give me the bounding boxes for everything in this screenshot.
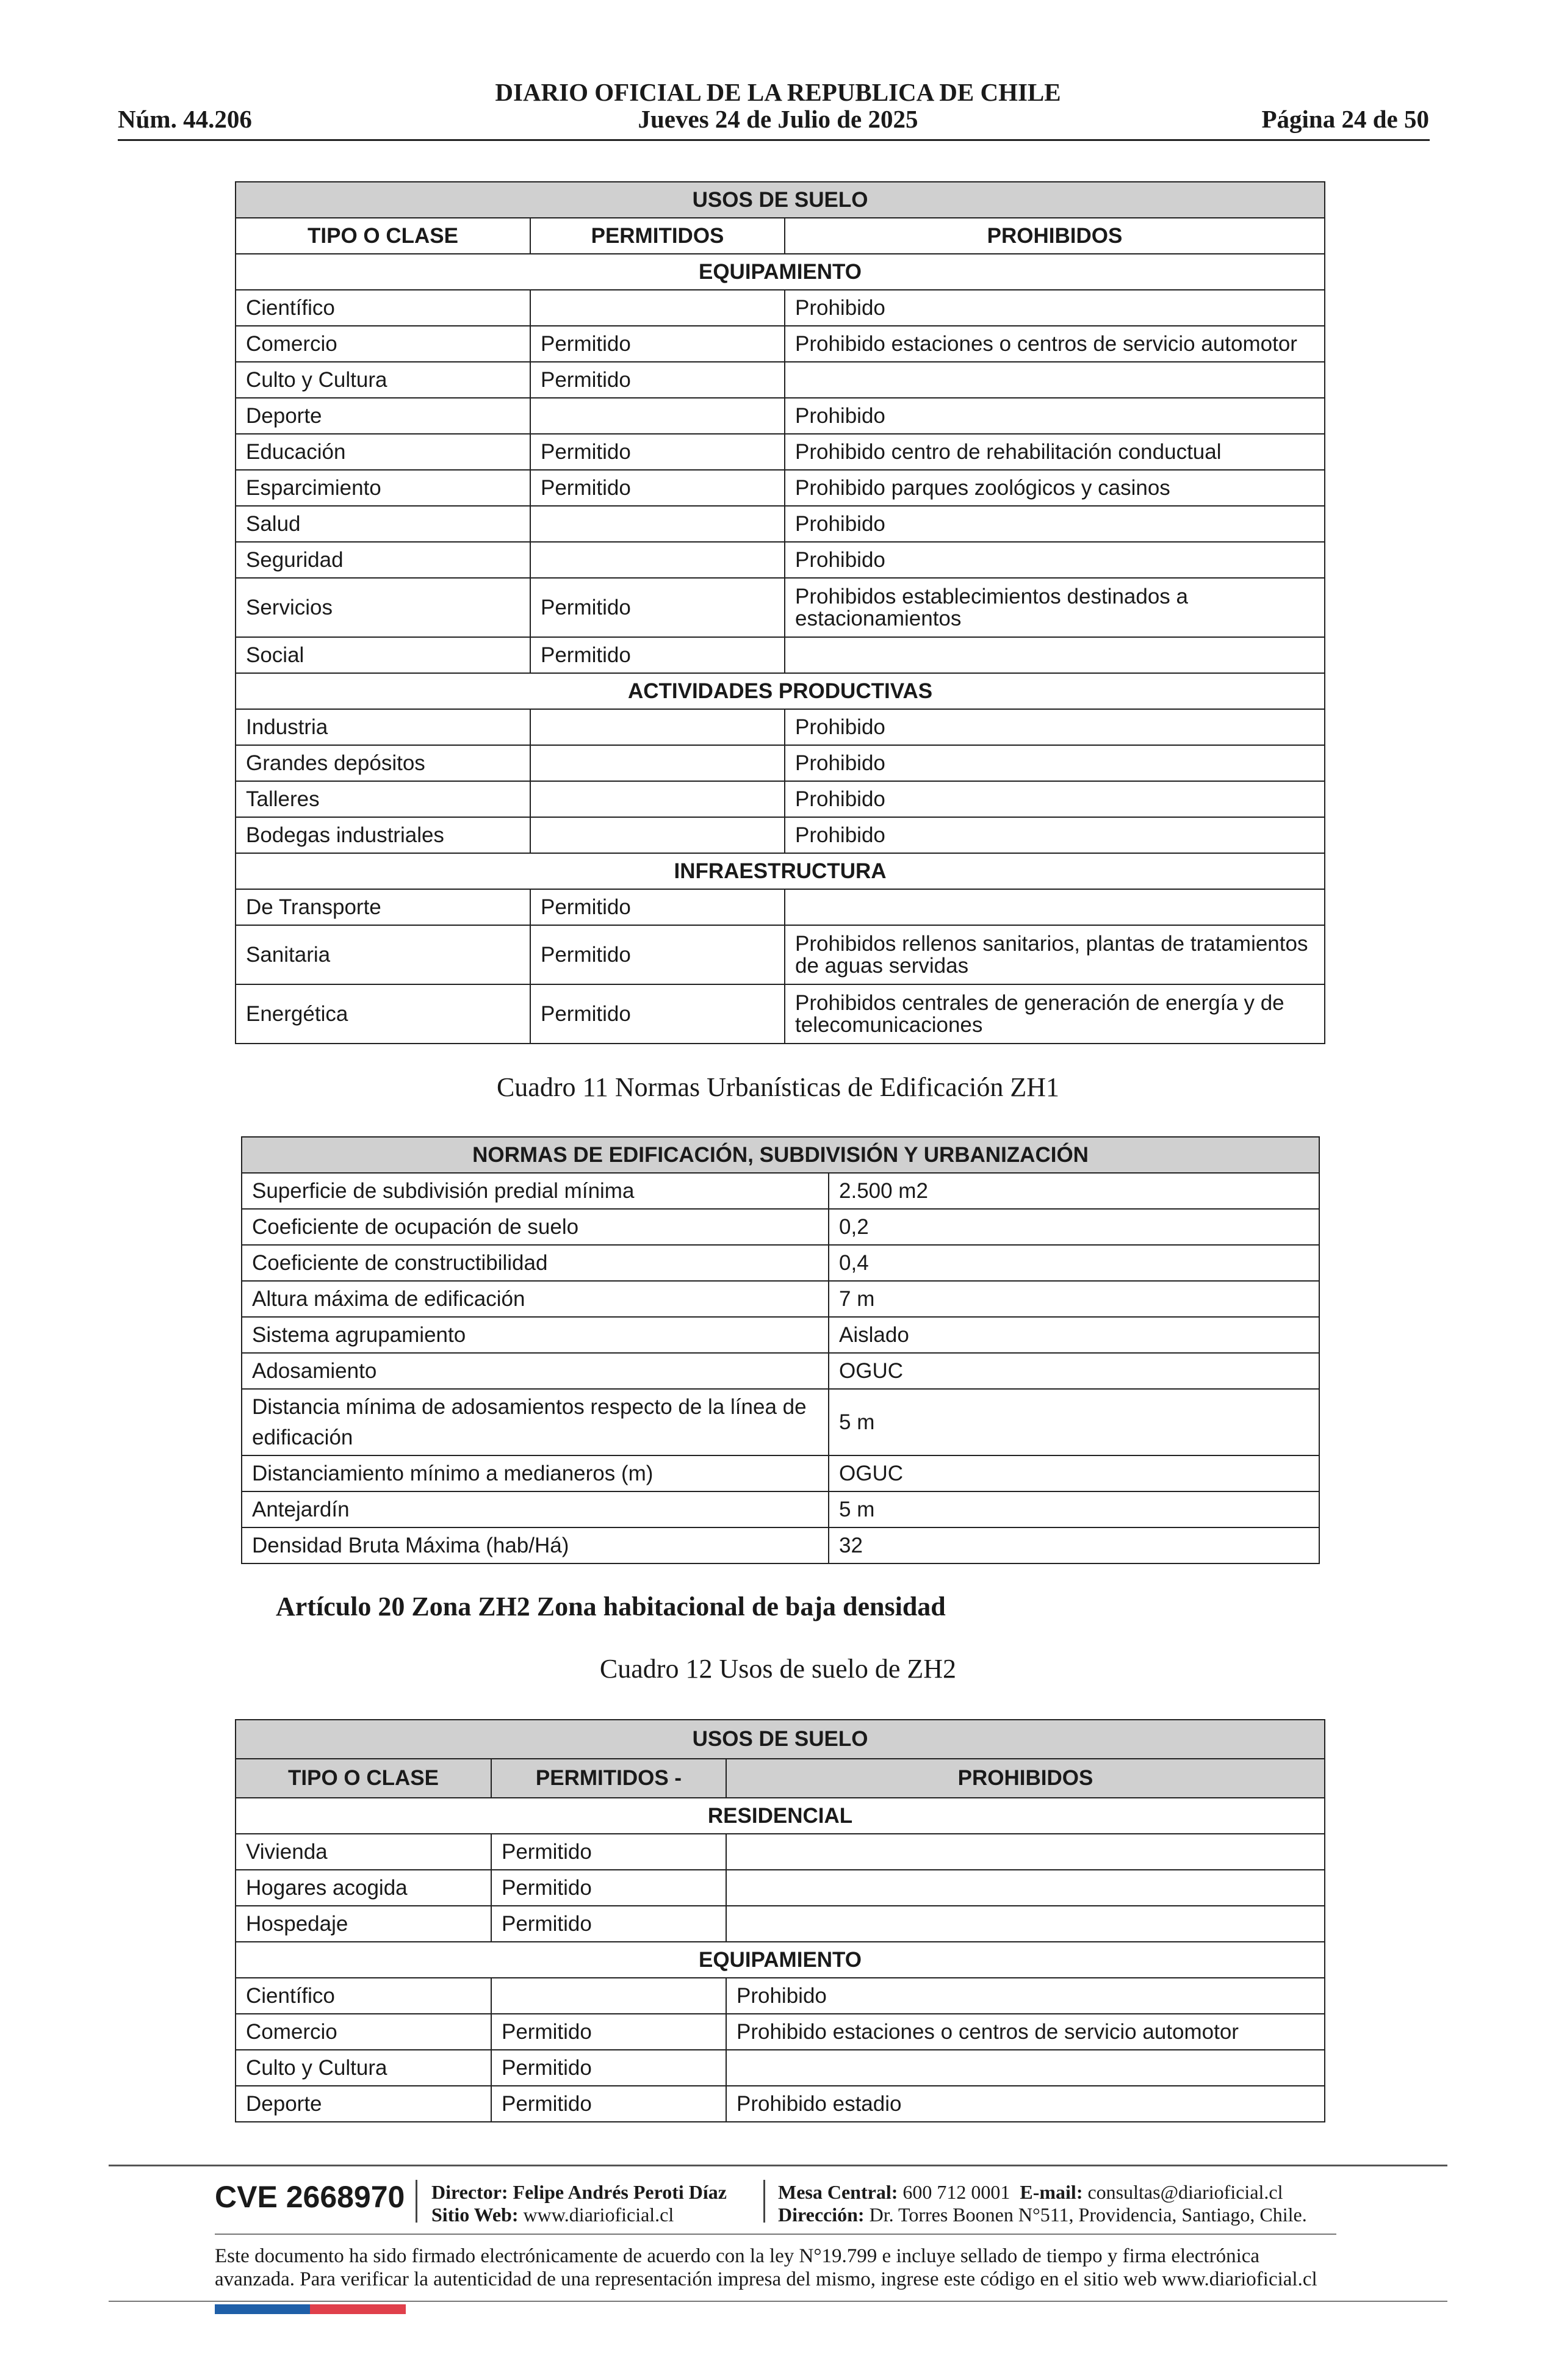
section-title: EQUIPAMIENTO [236, 1942, 1325, 1978]
cell-type: Vivienda [236, 1834, 491, 1870]
cell-prohibited: Prohibido [785, 506, 1325, 542]
cell-prohibited: Prohibidos centrales de generación de energía y de telecomunicaciones [785, 984, 1325, 1044]
cell-permitted [530, 398, 785, 434]
cell-value: 0,2 [829, 1209, 1319, 1245]
cell-permitted [530, 542, 785, 578]
phone-number: 600 712 0001 [902, 2181, 1010, 2203]
column-header: PERMITIDOS [530, 218, 785, 254]
table-row [236, 1870, 1325, 1906]
cell-value: 32 [829, 1527, 1319, 1563]
table-title-row [236, 182, 1325, 218]
cell-prohibited [785, 889, 1325, 925]
table-row [236, 506, 1325, 542]
table-row [242, 1353, 1319, 1389]
cell-prohibited: Prohibido [785, 709, 1325, 745]
cell-value: Aislado [829, 1317, 1319, 1353]
table-row [242, 1389, 1319, 1455]
table-row [236, 362, 1325, 398]
column-header: PERMITIDOS - [491, 1759, 726, 1798]
cell-permitted [530, 817, 785, 853]
phone-label: Mesa Central: [778, 2181, 898, 2203]
table-row [242, 1491, 1319, 1527]
table-row [242, 1245, 1319, 1281]
table-row [236, 1906, 1325, 1942]
cell-prohibited: Prohibido estadio [726, 2086, 1325, 2122]
cell-prohibited [726, 1906, 1325, 1942]
cell-permitted [530, 506, 785, 542]
cell-permitted: Permitido [491, 1834, 726, 1870]
section-title: EQUIPAMIENTO [236, 254, 1325, 290]
cell-permitted [530, 745, 785, 781]
table-row [236, 781, 1325, 817]
cell-norm: Adosamiento [242, 1353, 829, 1389]
table-title: USOS DE SUELO [236, 1720, 1325, 1759]
table-row [242, 1209, 1319, 1245]
address-value: Dr. Torres Boonen N°511, Providencia, Santiago, Chile. [869, 2204, 1307, 2226]
cell-prohibited [726, 1834, 1325, 1870]
column-header: TIPO O CLASE [236, 218, 530, 254]
cell-permitted: Permitido [491, 2086, 726, 2122]
table-row [236, 817, 1325, 853]
cell-prohibited: Prohibidos rellenos sanitarios, plantas de tratamientos de aguas servidas [785, 925, 1325, 984]
director-name: Felipe Andrés Peroti Díaz [513, 2181, 727, 2203]
cell-type: Salud [236, 506, 530, 542]
table-row [236, 326, 1325, 362]
table-row [236, 637, 1325, 673]
cell-norm: Coeficiente de constructibilidad [242, 1245, 829, 1281]
cell-type: Social [236, 637, 530, 673]
page-number: Página 24 de 50 [1261, 105, 1429, 133]
cve-code: CVE 2668970 [215, 2180, 405, 2214]
website-label: Sitio Web: [431, 2204, 519, 2226]
table-header-row [236, 1759, 1325, 1798]
issue-date: Jueves 24 de Julio de 2025 [638, 105, 918, 133]
cell-type: Bodegas industriales [236, 817, 530, 853]
footer-director-block [431, 2181, 727, 2226]
cell-permitted: Permitido [530, 925, 785, 984]
table-row [236, 398, 1325, 434]
table-row [236, 1834, 1325, 1870]
email-link[interactable]: consultas@diarioficial.cl [1087, 2181, 1283, 2203]
cell-value: 7 m [829, 1281, 1319, 1317]
cell-value: OGUC [829, 1353, 1319, 1389]
cell-norm: Antejardín [242, 1491, 829, 1527]
cell-norm: Distanciamiento mínimo a medianeros (m) [242, 1455, 829, 1491]
section-row [236, 673, 1325, 709]
newspaper-title: DIARIO OFICIAL DE LA REPUBLICA DE CHILE [495, 78, 1061, 106]
cell-type: De Transporte [236, 889, 530, 925]
table-row [236, 434, 1325, 470]
cell-prohibited: Prohibido [785, 745, 1325, 781]
cell-permitted [530, 709, 785, 745]
cell-permitted: Permitido [491, 1906, 726, 1942]
cell-norm: Distancia mínima de adosamientos respecto de la línea de edificación [242, 1389, 829, 1455]
table-row [236, 745, 1325, 781]
table-title-row [242, 1137, 1319, 1173]
header-divider [118, 139, 1430, 141]
table-row [236, 290, 1325, 326]
section-title: ACTIVIDADES PRODUCTIVAS [236, 673, 1325, 709]
table-row [236, 889, 1325, 925]
cell-prohibited: Prohibido estaciones o centros de servicio automotor [726, 2014, 1325, 2050]
address-label: Dirección: [778, 2204, 865, 2226]
table-row [236, 470, 1325, 506]
cell-prohibited: Prohibido [785, 290, 1325, 326]
cell-type: Culto y Cultura [236, 362, 530, 398]
cell-value: OGUC [829, 1455, 1319, 1491]
cell-prohibited: Prohibido [785, 817, 1325, 853]
cell-norm: Coeficiente de ocupación de suelo [242, 1209, 829, 1245]
cell-type: Comercio [236, 326, 530, 362]
cell-value: 2.500 m2 [829, 1173, 1319, 1209]
table-row [242, 1455, 1319, 1491]
cell-type: Energética [236, 984, 530, 1044]
cell-type: Esparcimiento [236, 470, 530, 506]
table-header-row [236, 218, 1325, 254]
cell-prohibited: Prohibido [785, 542, 1325, 578]
cell-value: 0,4 [829, 1245, 1319, 1281]
column-header: PROHIBIDOS [726, 1759, 1325, 1798]
section-row [236, 853, 1325, 889]
cell-permitted: Permitido [491, 1870, 726, 1906]
cell-permitted: Permitido [491, 2014, 726, 2050]
legal-notice: Este documento ha sido firmado electrónicamente de acuerdo con la ley N°19.799 e incluye sellado de tiempo y firma electrónica avanzada. Para verificar la autenticidad de una representación impresa del mismo, ingrese este código en el sitio web www.diarioficial.cl [215, 2245, 1317, 2290]
issue-number: Núm. 44.206 [118, 105, 252, 133]
cell-prohibited: Prohibido parques zoológicos y casinos [785, 470, 1325, 506]
footer-separator [416, 2180, 417, 2223]
footer-divider [109, 2165, 1447, 2166]
column-header: TIPO O CLASE [236, 1759, 491, 1798]
section-row [236, 1942, 1325, 1978]
land-use-table-zh2 [235, 1719, 1325, 2122]
cell-permitted: Permitido [530, 578, 785, 637]
cell-prohibited: Prohibido estaciones o centros de servicio automotor [785, 326, 1325, 362]
table-title: USOS DE SUELO [236, 182, 1325, 218]
land-use-table-zh1 [235, 181, 1325, 1044]
cell-prohibited: Prohibido [785, 781, 1325, 817]
flag-stripe-blue [215, 2304, 310, 2314]
cell-permitted: Permitido [530, 434, 785, 470]
email-label: E-mail: [1020, 2181, 1083, 2203]
cell-norm: Densidad Bruta Máxima (hab/Há) [242, 1527, 829, 1563]
table-row [236, 542, 1325, 578]
column-header: PROHIBIDOS [785, 218, 1325, 254]
cell-value: 5 m [829, 1491, 1319, 1527]
cell-type: Comercio [236, 2014, 491, 2050]
table-row [236, 984, 1325, 1044]
cell-type: Sanitaria [236, 925, 530, 984]
table-row [236, 2050, 1325, 2086]
table-row [236, 1978, 1325, 2014]
table-row [236, 578, 1325, 637]
section-row [236, 254, 1325, 290]
table-caption: Cuadro 11 Normas Urbanísticas de Edificación ZH1 [496, 1072, 1060, 1102]
cell-prohibited: Prohibido centro de rehabilitación conductual [785, 434, 1325, 470]
cell-permitted: Permitido [530, 984, 785, 1044]
building-norms-table-zh1 [241, 1136, 1320, 1564]
cell-permitted: Permitido [530, 889, 785, 925]
cell-permitted: Permitido [491, 2050, 726, 2086]
footer-divider [215, 2234, 1336, 2235]
flag-stripe-red [310, 2304, 406, 2314]
cell-type: Industria [236, 709, 530, 745]
cell-type: Hogares acogida [236, 1870, 491, 1906]
footer-separator [763, 2180, 765, 2223]
cell-norm: Sistema agrupamiento [242, 1317, 829, 1353]
director-label: Director: [431, 2181, 508, 2203]
section-title: INFRAESTRUCTURA [236, 853, 1325, 889]
cell-permitted [530, 290, 785, 326]
cell-permitted: Permitido [530, 326, 785, 362]
table-row [236, 709, 1325, 745]
table-row [242, 1173, 1319, 1209]
cell-permitted: Permitido [530, 362, 785, 398]
cell-value: 5 m [829, 1389, 1319, 1455]
table-title: NORMAS DE EDIFICACIÓN, SUBDIVISIÓN Y URBANIZACIÓN [242, 1137, 1319, 1173]
cell-permitted [491, 1978, 726, 2014]
website-link[interactable]: www.diarioficial.cl [523, 2204, 674, 2226]
cell-type: Grandes depósitos [236, 745, 530, 781]
table-row [236, 2014, 1325, 2050]
cell-prohibited: Prohibidos establecimientos destinados a estacionamientos [785, 578, 1325, 637]
table-row [242, 1527, 1319, 1563]
table-row [242, 1281, 1319, 1317]
cell-prohibited [785, 362, 1325, 398]
cell-permitted: Permitido [530, 470, 785, 506]
section-title: RESIDENCIAL [236, 1798, 1325, 1834]
footer-divider [109, 2301, 1447, 2302]
cell-type: Científico [236, 1978, 491, 2014]
table-row [236, 2086, 1325, 2122]
table-row [236, 925, 1325, 984]
table-title-row [236, 1720, 1325, 1759]
cell-type: Científico [236, 290, 530, 326]
cell-prohibited [726, 2050, 1325, 2086]
cell-permitted [530, 781, 785, 817]
cell-norm: Superficie de subdivisión predial mínima [242, 1173, 829, 1209]
cell-type: Deporte [236, 2086, 491, 2122]
cell-prohibited: Prohibido [785, 398, 1325, 434]
cell-type: Culto y Cultura [236, 2050, 491, 2086]
table-caption: Cuadro 12 Usos de suelo de ZH2 [599, 1654, 957, 1684]
cell-type: Educación [236, 434, 530, 470]
cell-type: Talleres [236, 781, 530, 817]
cell-norm: Altura máxima de edificación [242, 1281, 829, 1317]
cell-prohibited [785, 637, 1325, 673]
cell-permitted: Permitido [530, 637, 785, 673]
cell-type: Hospedaje [236, 1906, 491, 1942]
cell-prohibited: Prohibido [726, 1978, 1325, 2014]
table-row [242, 1317, 1319, 1353]
footer-contact-block [778, 2181, 1307, 2226]
cell-type: Servicios [236, 578, 530, 637]
cell-prohibited [726, 1870, 1325, 1906]
cell-type: Seguridad [236, 542, 530, 578]
article-heading: Artículo 20 Zona ZH2 Zona habitacional de baja densidad [276, 1592, 946, 1621]
section-row [236, 1798, 1325, 1834]
cell-type: Deporte [236, 398, 530, 434]
